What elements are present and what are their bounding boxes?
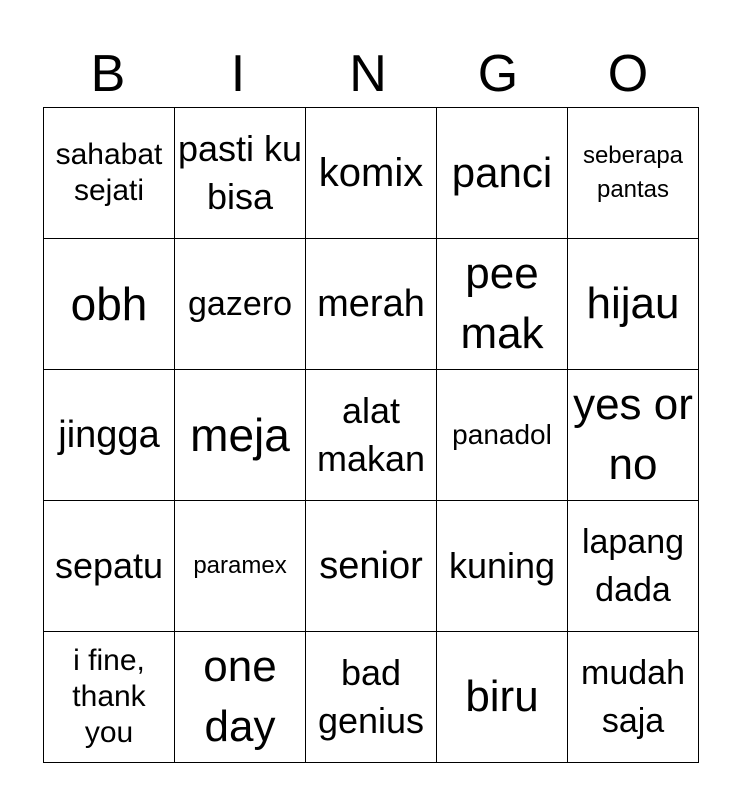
bingo-cell[interactable]: panadol: [437, 370, 568, 501]
header-letter-n: N: [349, 45, 387, 103]
bingo-cell[interactable]: panci: [437, 108, 568, 239]
bingo-cell[interactable]: merah: [306, 239, 437, 370]
bingo-cell[interactable]: one day: [175, 632, 306, 763]
header-letter-g: G: [477, 45, 519, 103]
bingo-cell[interactable]: pasti ku bisa: [175, 108, 306, 239]
bingo-cell[interactable]: kuning: [437, 501, 568, 632]
bingo-cell[interactable]: alat makan: [306, 370, 437, 501]
header-letter-o: O: [607, 45, 649, 103]
bingo-cell[interactable]: mudah saja: [568, 632, 699, 763]
bingo-cell[interactable]: senior: [306, 501, 437, 632]
bingo-cell[interactable]: pee mak: [437, 239, 568, 370]
bingo-cell[interactable]: paramex: [175, 501, 306, 632]
bingo-header: [43, 40, 693, 108]
bingo-cell[interactable]: sepatu: [44, 501, 175, 632]
bingo-cell[interactable]: i fine, thank you: [44, 632, 175, 763]
bingo-cell[interactable]: seberapa pantas: [568, 108, 699, 239]
bingo-cell[interactable]: sahabat sejati: [44, 108, 175, 239]
bingo-cell[interactable]: meja: [175, 370, 306, 501]
grid-row: [44, 108, 699, 239]
bingo-cell[interactable]: hijau: [568, 239, 699, 370]
bingo-cell[interactable]: jingga: [44, 370, 175, 501]
bingo-cell[interactable]: gazero: [175, 239, 306, 370]
grid-row: [44, 501, 699, 632]
header-letter-i: I: [230, 45, 246, 103]
grid-row: [44, 632, 699, 763]
bingo-cell[interactable]: komix: [306, 108, 437, 239]
bingo-cell[interactable]: bad genius: [306, 632, 437, 763]
grid-row: [44, 370, 699, 501]
bingo-grid: [43, 107, 699, 763]
bingo-cell[interactable]: yes or no: [568, 370, 699, 501]
header-letter-b: B: [90, 45, 126, 103]
bingo-cell[interactable]: lapang dada: [568, 501, 699, 632]
bingo-cell[interactable]: biru: [437, 632, 568, 763]
grid-row: [44, 239, 699, 370]
bingo-cell[interactable]: obh: [44, 239, 175, 370]
